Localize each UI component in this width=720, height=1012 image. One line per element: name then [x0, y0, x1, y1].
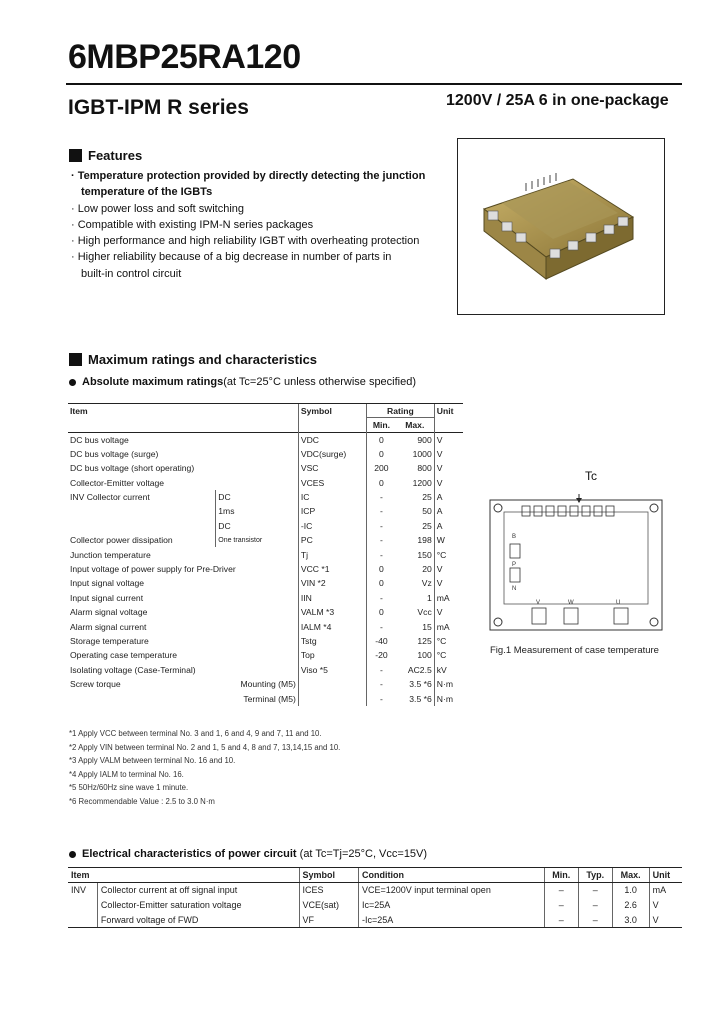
cell-unit: V — [434, 475, 463, 489]
bullet-dot-icon — [69, 851, 76, 858]
cell-symbol: VALM *3 — [298, 605, 366, 619]
cell-item: Collector power dissipation — [70, 535, 173, 546]
table-row — [68, 547, 463, 561]
cell-symbol: ICES — [299, 883, 358, 898]
cell-item: DC bus voltage — [68, 432, 298, 446]
cell-unit: A — [434, 490, 463, 504]
electrical-subheading-bold: Electrical characteristics of power circuit — [82, 848, 297, 860]
cell-item: Collector-Emitter voltage — [70, 477, 165, 488]
cell-group — [68, 898, 97, 913]
cell-min: 0 — [367, 475, 396, 489]
table-row — [68, 533, 463, 547]
cell-sub2: Mounting (M5) — [240, 679, 296, 690]
cell-max: 3.0 — [612, 913, 649, 928]
heading-square-icon — [69, 149, 82, 162]
cell-condition: -Ic=25A — [358, 913, 544, 928]
cell-min: - — [367, 490, 396, 504]
table-row — [68, 677, 463, 691]
cell-item — [68, 519, 216, 533]
abs-max-ratings-table — [68, 403, 463, 706]
table-row — [68, 461, 463, 475]
cell-max: 25 — [422, 492, 432, 503]
feature-item: · Low power loss and soft switching — [71, 202, 245, 215]
electrical-subheading — [69, 848, 427, 860]
cell-symbol: VDC — [298, 432, 366, 446]
feature-item: · Compatible with existing IPM-N series packages — [71, 218, 314, 231]
cell-min: 0 — [367, 576, 396, 590]
cell-item: Alarm signal voltage — [70, 607, 148, 618]
cell-item: Alarm signal current — [70, 621, 147, 632]
svg-text:W: W — [568, 600, 574, 606]
cell-min: - — [367, 677, 396, 691]
table-row — [68, 691, 463, 705]
cell-typ: – — [578, 883, 612, 898]
features-heading — [69, 148, 142, 163]
max-ratings-heading-text: Maximum ratings and characteristics — [88, 352, 318, 367]
table-row — [68, 634, 463, 648]
col-max: Max. — [612, 868, 649, 883]
cell-symbol: ICP — [298, 504, 366, 518]
cell-symbol: IC — [298, 490, 366, 504]
cell-unit: V — [434, 447, 463, 461]
col-rating: Rating — [367, 404, 435, 418]
cell-max: 150 — [417, 549, 432, 560]
cell-symbol: Top — [298, 648, 366, 662]
cell-unit: °C — [434, 648, 463, 662]
cell-min: - — [367, 519, 396, 533]
feature-item: · High performance and high reliability IGBT with overheating protection — [71, 235, 420, 248]
cell-max: 2.6 — [612, 898, 649, 913]
electrical-subheading-cond: (at Tc=Tj=25°C, Vcc=15V) — [299, 848, 428, 860]
note-line: *4 Apply IALM to terminal No. 16. — [69, 769, 184, 779]
cell-max: 1000 — [412, 448, 432, 459]
cell-unit: V — [434, 576, 463, 590]
cell-item: Screw torque — [70, 679, 121, 690]
cell-min: -20 — [367, 648, 396, 662]
cell-sub: DC — [216, 519, 299, 533]
max-ratings-heading — [69, 352, 317, 367]
part-number-title: 6MBP25RA120 — [68, 38, 301, 76]
electrical-characteristics-table — [68, 867, 682, 928]
col-unit: Unit — [649, 868, 682, 883]
cell-min: – — [544, 913, 578, 928]
cell-max: 900 — [396, 432, 434, 446]
table-row — [68, 648, 463, 662]
cell-unit: A — [434, 519, 463, 533]
cell-min: – — [544, 898, 578, 913]
cell-min: - — [367, 504, 396, 518]
svg-text:V: V — [536, 600, 541, 606]
figure-caption: Fig.1 Measurement of case temperature — [490, 645, 659, 656]
product-photo-frame — [457, 138, 665, 315]
ipm-module-image — [458, 139, 664, 314]
cell-unit: V — [434, 605, 463, 619]
cell-unit: V — [649, 913, 682, 928]
cell-typ: – — [578, 898, 612, 913]
cell-max: 3.5 *6 — [409, 693, 432, 704]
cell-max: 15 — [422, 621, 432, 632]
cell-symbol: Tstg — [298, 634, 366, 648]
col-item: Item — [68, 868, 299, 883]
cell-unit: V — [649, 898, 682, 913]
cell-sub2: Terminal (M5) — [243, 693, 296, 704]
cell-item: DC bus voltage (short operating) — [70, 463, 195, 474]
cell-item — [68, 504, 216, 518]
bullet-dot-icon — [69, 379, 76, 386]
cell-typ: – — [578, 913, 612, 928]
cell-symbol: VCC *1 — [298, 562, 366, 576]
feature-item: · Higher reliability because of a big decrease in number of parts in — [71, 251, 392, 264]
col-min: Min. — [544, 868, 578, 883]
cell-max: AC2.5 — [407, 664, 432, 675]
cell-min: 0 — [367, 605, 396, 619]
svg-text:N: N — [512, 586, 517, 592]
col-unit: Unit — [434, 404, 463, 418]
cell-max: 25 — [422, 520, 432, 531]
cell-symbol: VIN *2 — [298, 576, 366, 590]
cell-max: 198 — [417, 535, 432, 546]
package-tagline: 1200V / 25A 6 in one-package — [446, 92, 669, 109]
table-row — [68, 591, 463, 605]
table-row — [68, 576, 463, 590]
cell-symbol: PC — [298, 533, 366, 547]
cell-item: Junction temperature — [70, 549, 151, 560]
note-line: *3 Apply VALM between terminal No. 16 and 10. — [69, 756, 236, 766]
cell-symbol: VCE(sat) — [299, 898, 358, 913]
cell-max: 1 — [426, 592, 432, 603]
cell-max: 50 — [422, 506, 432, 517]
case-temperature-figure — [488, 494, 664, 636]
cell-min: - — [367, 533, 396, 547]
cell-unit: V — [434, 562, 463, 576]
cell-symbol: VDC(surge) — [298, 447, 366, 461]
cell-condition: Ic=25A — [358, 898, 544, 913]
cell-unit: mA — [434, 619, 463, 633]
cell-symbol: VSC — [298, 461, 366, 475]
cell-symbol: VF — [299, 913, 358, 928]
cell-max: 1.0 — [612, 883, 649, 898]
cell-symbol: IALM *4 — [298, 619, 366, 633]
feature-item: built-in control circuit — [81, 267, 182, 280]
table-row — [68, 504, 463, 518]
table-row — [68, 562, 463, 576]
cell-unit: A — [434, 504, 463, 518]
table-row — [68, 475, 463, 489]
cell-min: – — [544, 883, 578, 898]
table-row — [68, 883, 682, 898]
cell-unit: N·m — [434, 677, 463, 691]
cell-unit: mA — [434, 591, 463, 605]
heading-square-icon — [69, 353, 82, 366]
table-row — [68, 432, 463, 446]
cell-sub: DC — [216, 490, 299, 504]
cell-item: Input voltage of power supply for Pre-Driver — [70, 563, 236, 574]
module-outline-diagram — [488, 494, 664, 636]
cell-group: INV — [71, 885, 87, 896]
note-line: *5 50Hz/60Hz sine wave 1 minute. — [69, 783, 189, 793]
cell-item: Input signal current — [70, 592, 144, 603]
cell-symbol: -IC — [298, 519, 366, 533]
cell-unit: °C — [434, 634, 463, 648]
cell-symbol — [298, 677, 366, 691]
cell-min: - — [367, 619, 396, 633]
cell-group — [68, 913, 97, 928]
cell-unit: W — [434, 533, 463, 547]
cell-max: 125 — [417, 635, 432, 646]
cell-max: 100 — [417, 650, 432, 661]
cell-item: Forward voltage of FWD — [97, 913, 299, 928]
cell-max: 800 — [417, 463, 432, 474]
cell-unit: V — [434, 461, 463, 475]
col-min: Min. — [367, 418, 396, 432]
cell-item: Collector-Emitter saturation voltage — [97, 898, 299, 913]
cell-unit: kV — [434, 663, 463, 677]
svg-text:P: P — [512, 562, 517, 568]
svg-text:B: B — [512, 534, 517, 540]
col-item: Item — [68, 404, 298, 418]
cell-condition: VCE=1200V input terminal open — [358, 883, 544, 898]
cell-min: -40 — [367, 634, 396, 648]
cell-min: 0 — [367, 432, 396, 446]
cell-min: - — [367, 691, 396, 705]
cell-unit: N·m — [434, 691, 463, 705]
cell-item: DC bus voltage (surge) — [70, 448, 159, 459]
table-row — [68, 898, 682, 913]
series-subtitle: IGBT-IPM R series — [68, 96, 249, 119]
cell-min: 200 — [367, 461, 396, 475]
table-row — [68, 519, 463, 533]
table-row — [68, 447, 463, 461]
cell-item: INV Collector current — [70, 492, 150, 503]
table-row — [68, 619, 463, 633]
cell-sub: One transistor — [216, 533, 299, 547]
col-symbol: Symbol — [299, 868, 358, 883]
table-row — [68, 490, 463, 504]
cell-item: Collector current at off signal input — [97, 883, 299, 898]
col-symbol: Symbol — [298, 404, 366, 418]
cell-item: Storage temperature — [70, 635, 149, 646]
abs-max-subheading — [69, 376, 416, 388]
table-row — [68, 913, 682, 928]
col-condition: Condition — [358, 868, 544, 883]
cell-item: Isolating voltage (Case-Terminal) — [70, 664, 196, 675]
cell-max: Vz — [421, 578, 432, 589]
cell-symbol: IIN — [298, 591, 366, 605]
cell-max: Vcc — [417, 607, 432, 618]
ratings-notes — [69, 727, 340, 809]
cell-symbol: Tj — [298, 547, 366, 561]
abs-max-subheading-cond: (at Tc=25°C unless otherwise specified) — [223, 376, 417, 388]
col-max: Max. — [405, 420, 425, 431]
note-line: *1 Apply VCC between terminal No. 3 and 1, 6 and 4, 9 and 7, 11 and 10. — [69, 729, 322, 738]
col-typ: Typ. — [578, 868, 612, 883]
cell-symbol: VCES — [298, 475, 366, 489]
cell-item: Input signal voltage — [70, 578, 145, 589]
cell-min: - — [367, 663, 396, 677]
title-rule — [66, 83, 682, 85]
feature-item: temperature of the IGBTs — [81, 186, 213, 199]
cell-unit: V — [434, 432, 463, 446]
features-heading-text: Features — [88, 148, 143, 163]
cell-max: 20 — [422, 563, 432, 574]
features-list — [71, 168, 451, 282]
note-line: *6 Recommendable Value : 2.5 to 3.0 N·m — [69, 796, 215, 806]
note-line: *2 Apply VIN between terminal No. 2 and 1, 5 and 4, 8 and 7, 13,14,15 and 10. — [69, 742, 341, 752]
cell-unit: mA — [649, 883, 682, 898]
table-row — [68, 605, 463, 619]
cell-min: 0 — [367, 562, 396, 576]
cell-unit: °C — [434, 547, 463, 561]
cell-item: Operating case temperature — [70, 650, 178, 661]
cell-min: - — [367, 547, 396, 561]
cell-max: 3.5 *6 — [409, 679, 432, 690]
cell-sub: 1ms — [216, 504, 299, 518]
cell-item — [68, 691, 216, 705]
cell-max: 1200 — [412, 477, 432, 488]
cell-symbol: Viso *5 — [298, 663, 366, 677]
table-row — [68, 663, 463, 677]
cell-symbol — [298, 691, 366, 705]
cell-min: 0 — [367, 447, 396, 461]
cell-min: - — [367, 591, 396, 605]
abs-max-subheading-bold: Absolute maximum ratings — [82, 376, 224, 388]
feature-item: · Temperature protection provided by directly detecting the junction — [71, 170, 426, 182]
tc-label: Tc — [585, 469, 597, 483]
svg-text:U: U — [616, 600, 621, 606]
